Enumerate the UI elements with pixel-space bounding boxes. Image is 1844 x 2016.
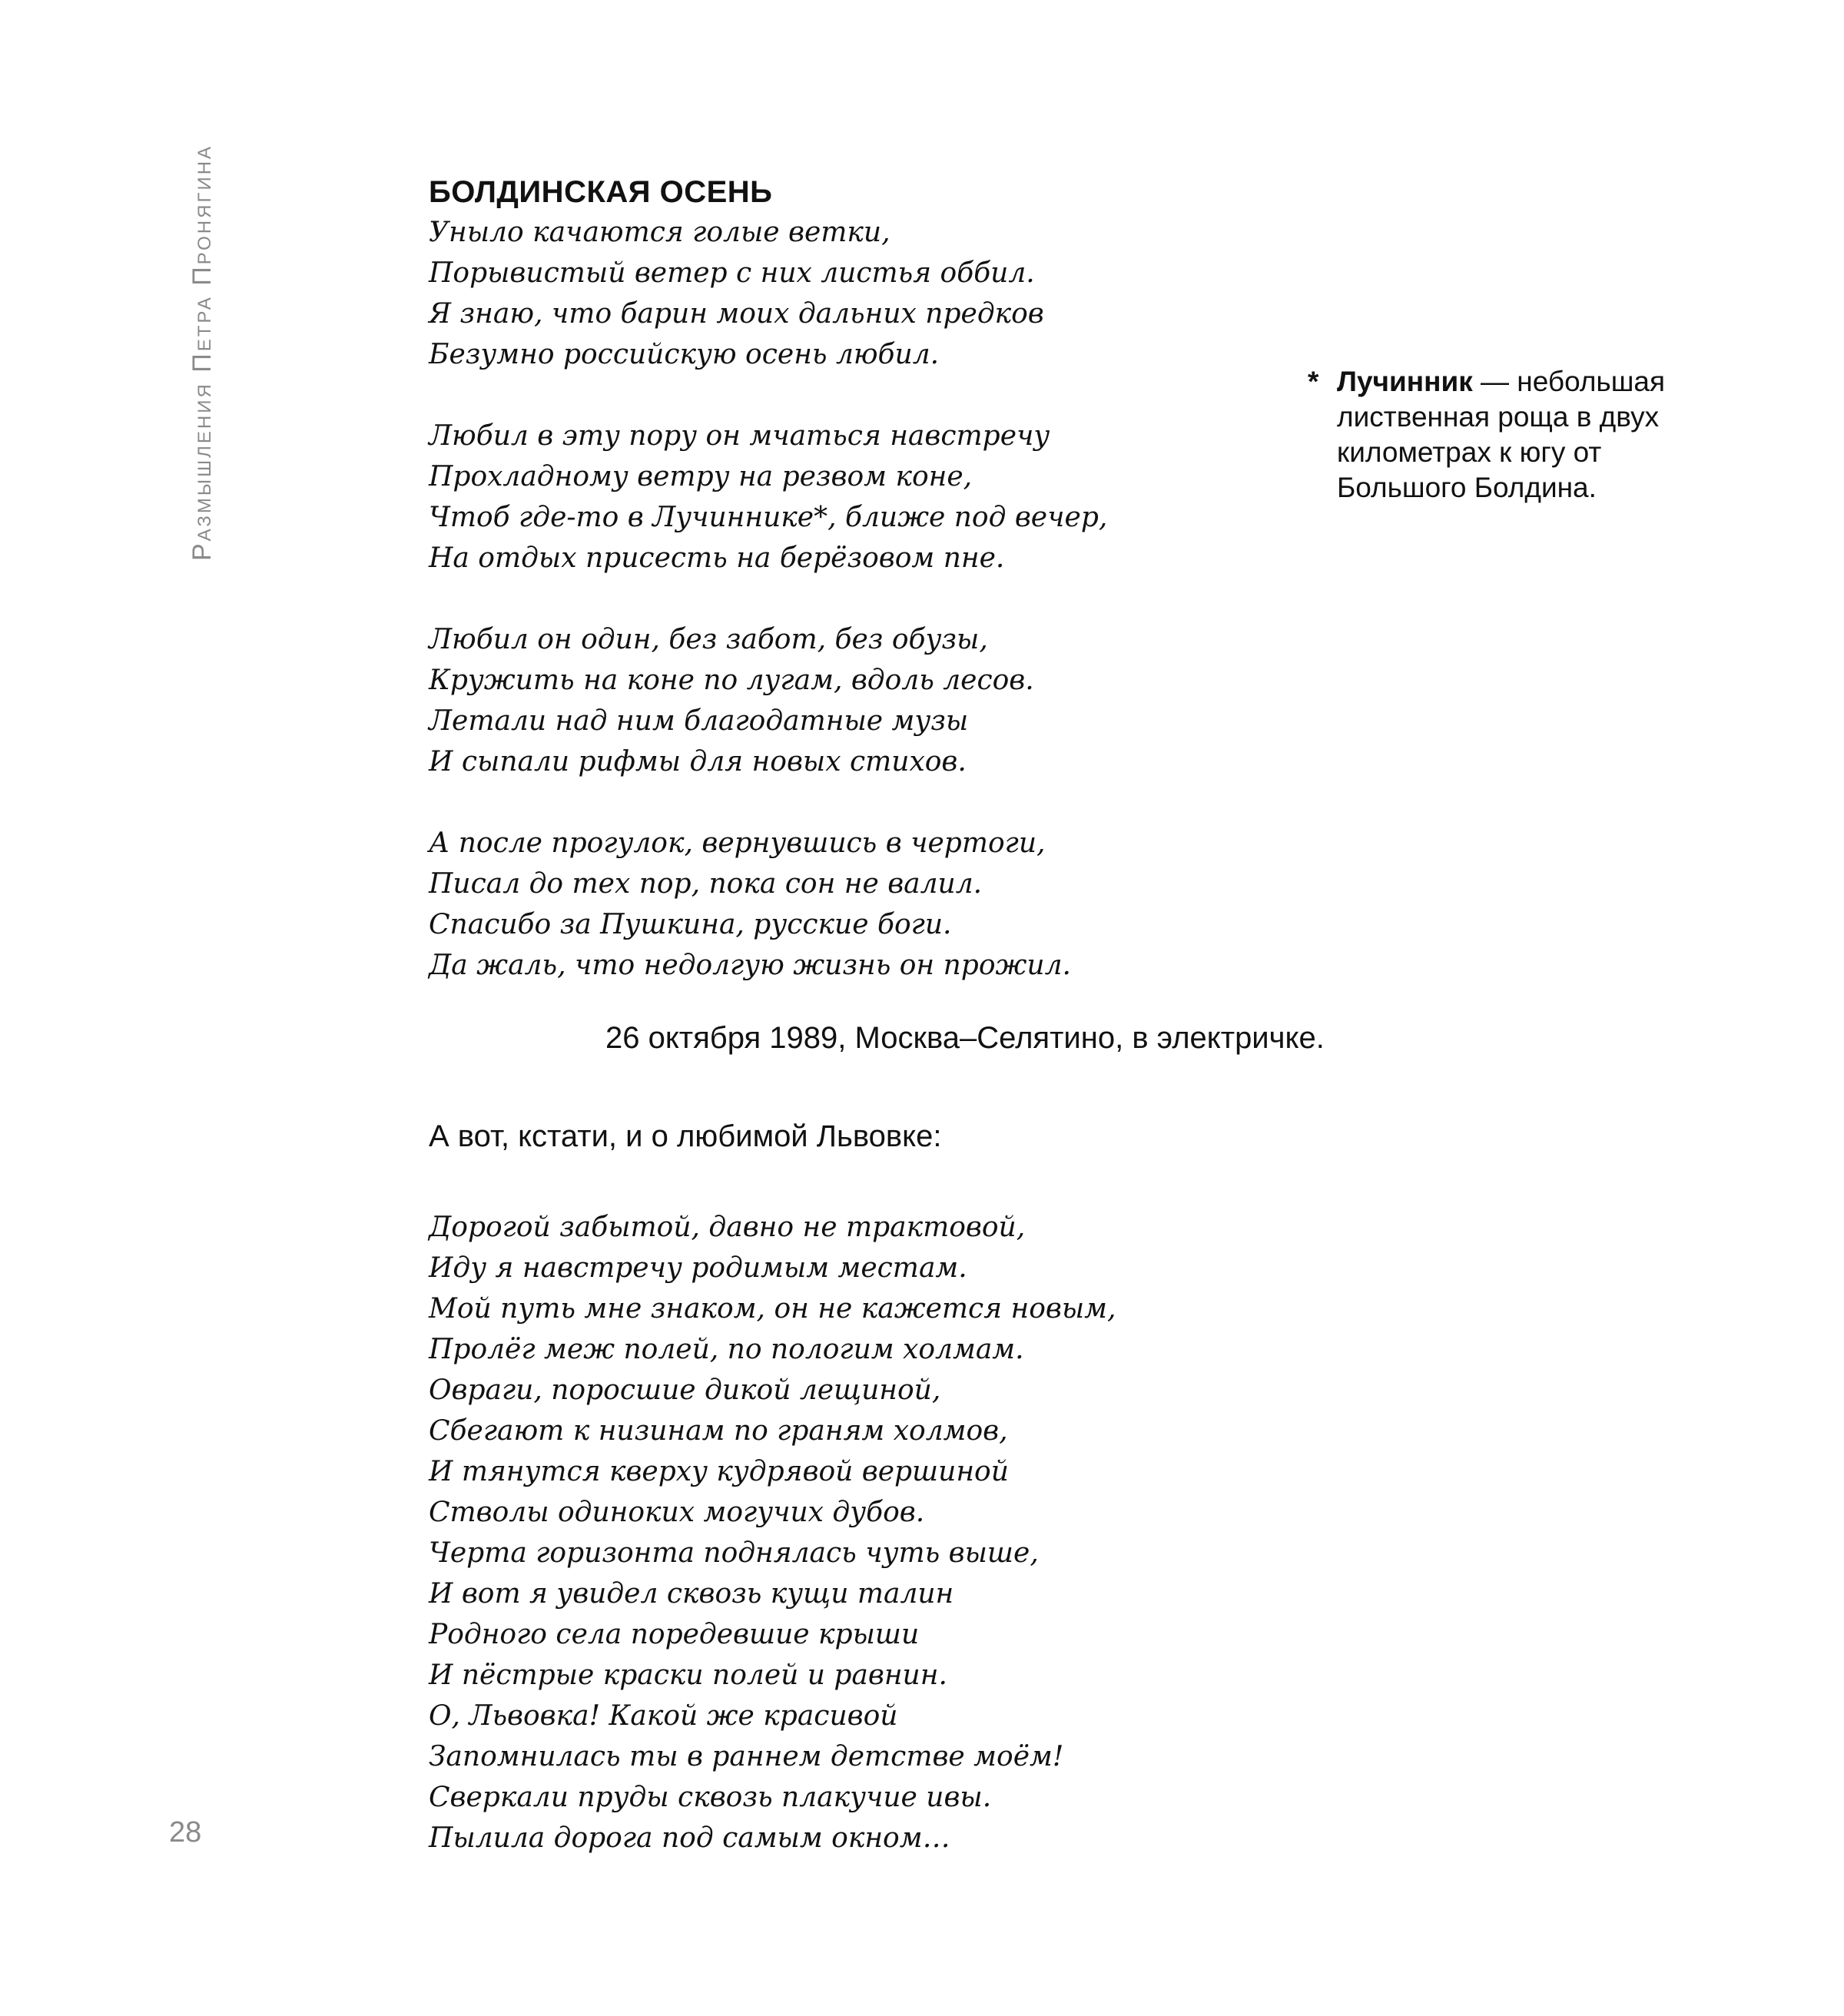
poem-lvovka — [429, 1207, 1428, 1858]
running-head-text: Размышления Петра Пронягина — [187, 144, 217, 561]
footnote-term: Лучинник — [1337, 366, 1473, 397]
poem-line: Мой путь мне знаком, он не кажется новым, — [429, 1293, 1116, 1325]
poem-line: Сбегают к низинам по граням холмов, — [429, 1415, 1008, 1447]
poem-line: Иду я навстречу родимым местам. — [429, 1252, 967, 1284]
poem-line: Я знаю, что барин моих дальних предков — [429, 298, 1044, 330]
poem-line: И сыпали рифмы для новых стихов. — [429, 746, 967, 778]
stanza-4 — [429, 823, 1428, 986]
footnote-text: — небольшая лиственная роща в двух километрах к югу от Большого Болдина. — [1337, 366, 1666, 503]
footnote-mark: * — [1308, 366, 1319, 397]
poem-line: Спасибо за Пушкина, русские боги. — [429, 909, 952, 940]
poem-line: Порывистый ветер с них листья оббил. — [429, 257, 1035, 289]
poem-line: Стволы одиноких могучих дубов. — [429, 1497, 925, 1528]
poem-line: И вот я увидел сквозь кущи талин — [429, 1578, 954, 1610]
poem-line: Кружить на коне по лугам, вдоль лесов. — [429, 665, 1034, 696]
stanza-2 — [429, 416, 1428, 579]
poem-line: Пылила дорога под самым окном… — [429, 1822, 950, 1854]
poem-line: Запомнилась ты в раннем детстве моём! — [429, 1741, 1064, 1772]
poem-line: Черта горизонта поднялась чуть выше, — [429, 1537, 1039, 1569]
poem-line: На отдых присесть на берёзовом пне. — [429, 542, 1005, 574]
poem-line: О, Львовка! Какой же красивой — [429, 1700, 898, 1732]
poem-line: Пролёг меж полей, по пологим холмам. — [429, 1334, 1024, 1365]
page-number: 28 — [169, 1816, 202, 1849]
poem-line: Дорогой забытой, давно не трактовой, — [429, 1212, 1026, 1243]
poem-line: И тянутся кверху кудрявой вершиной — [429, 1456, 1009, 1487]
stanza-1 — [429, 212, 1428, 375]
dateline: 26 октября 1989, Москва–Селятино, в электричке. — [605, 1021, 1325, 1055]
poem-line: Сверкали пруды сквозь плакучие ивы. — [429, 1782, 992, 1813]
poem-line: Безумно российскую осень любил. — [429, 339, 940, 370]
poem-line: Овраги, поросшие дикой лещиной, — [429, 1374, 941, 1406]
poem-title: БОЛДИНСКАЯ ОСЕНЬ — [429, 175, 773, 209]
intro-text: А вот, кстати, и о любимой Львовке: — [429, 1119, 942, 1153]
poem-line: Прохладному ветру на резвом коне, — [429, 461, 973, 492]
poem-line: Писал до тех пор, пока сон не валил. — [429, 868, 983, 900]
poem-line: Уныло качаются голые ветки, — [429, 217, 890, 248]
poem-line: А после прогулок, вернувшись в чертоги, — [429, 827, 1046, 859]
main-text — [429, 172, 1428, 1858]
poem-line: Любил он один, без забот, без обузы, — [429, 624, 988, 655]
poem-line: Летали над ним благодатные музы — [429, 705, 969, 737]
poem-line: Родного села поредевшие крыши — [429, 1619, 920, 1650]
poem-line: Да жаль, что недолгую жизнь он прожил. — [429, 950, 1071, 981]
stanza-3 — [429, 619, 1428, 782]
poem-line: Чтоб где-то в Лучиннике*, ближе под вечер, — [429, 502, 1108, 533]
poem-line: Любил в эту пору он мчаться навстречу — [429, 420, 1050, 452]
poem-line: И пёстрые краски полей и равнин. — [429, 1660, 947, 1691]
